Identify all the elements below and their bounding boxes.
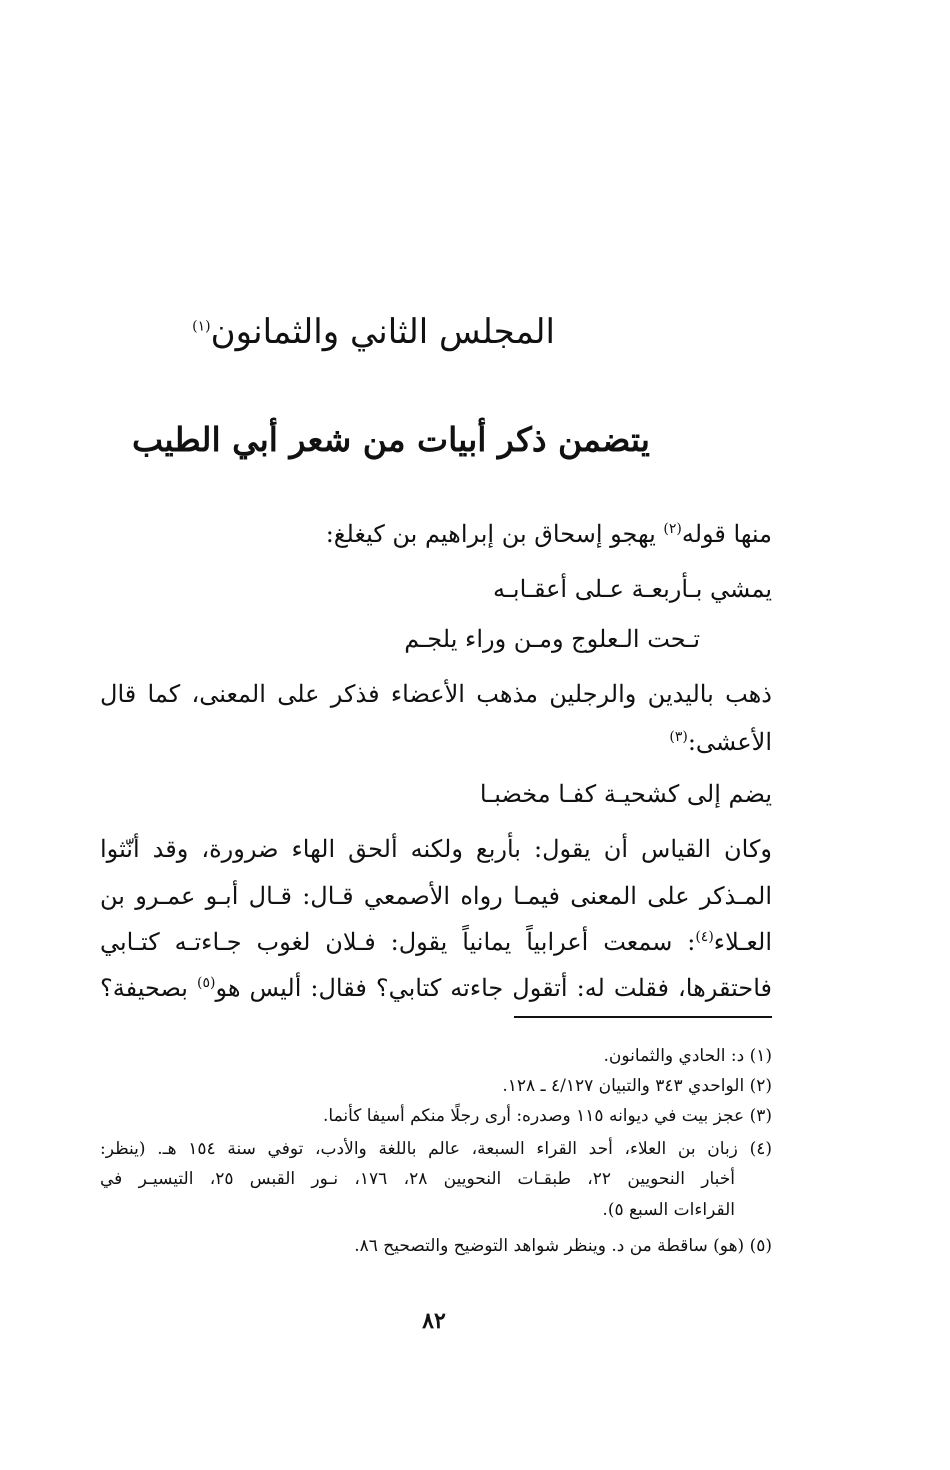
para2-line3-text-a: العـلاء [713,928,772,956]
para2-line1: وكان القياس أن يقول: بأربع ولكنه ألحق الهاء ضرورة، وقد أنّثوا [100,835,772,863]
footnote-ref-4: (٤) [695,929,714,945]
para2-line3-text-b: : سمعت أعرابياً يمانياً يقول: فـلان لغوب جـاءتـه كتـابي [100,928,696,956]
intro-line [326,520,772,548]
footnote-separator [514,1016,772,1018]
footnote-ref-5: (٥) [197,975,216,991]
para2-line4-text-a: فاحتقرها، فقلت له: أتقول جاءته كتابي؟ فقال: أليس هو [215,974,772,1002]
verse2: يضم إلى كشحيـة كفـا مخضبـا [479,780,772,808]
para2-line3 [100,928,772,956]
para1-line2-text: الأعشى: [687,728,772,756]
footnote-5: (٥) (هو) ساقطة من د. وينظر شواهد التوضيح والتصحيح ٨٦. [354,1236,772,1256]
footnote-4-line1: (٤) زبان بن العلاء، أحد القراء السبعة، عالم باللغة والأدب، توفي سنة ١٥٤ هـ. (ينظر: [100,1139,773,1159]
intro-text-a: منها قوله [681,520,772,548]
footnote-1: (١) د: الحادي والثمانون. [603,1046,772,1066]
para2-line2: المـذكر على المعنى فيمـا رواه الأصمعي قـال: قـال أبـو عمـرو بن [100,882,772,910]
footnote-3: (٣) عجز بيت في ديوانه ١١٥ وصدره: أرى رجلًا منكم أسيفا كأنما. [322,1106,772,1126]
chapter-title-text: المجلس الثاني والثمانون [210,312,555,352]
verse1-second-hemistich: تـحت الـعلوج ومـن وراء يلجـم [404,625,700,653]
chapter-subtitle: يتضمن ذكر أبيات من شعر أبي الطيب [131,420,650,459]
footnote-ref-1: (١) [192,318,211,335]
footnote-ref-3: (٣) [669,729,688,745]
para2-line4 [100,974,772,1002]
para1-line1: ذهب باليدين والرجلين مذهب الأعضاء فذكر على المعنى، كما قال [100,680,772,708]
footnote-2: (٢) الواحدي ٣٤٣ والتبيان ٤/١٢٧ ـ ١٢٨. [502,1076,772,1096]
intro-text-b: يهجو إسحاق بن إبراهيم بن كيغلغ: [325,520,664,548]
footnote-ref-2: (٢) [663,521,682,537]
para1-line2 [669,728,772,756]
para2-line4-text-b: بصحيفة؟ [100,974,197,1002]
footnote-4-line2: أخبار النحويين ٢٢، طبقـات النحويين ٢٨، ١٧٦، نـور القبس ٢٥، التيسيـر في [100,1169,735,1189]
chapter-title [192,312,555,352]
page-number: ٨٢ [422,1308,446,1334]
verse1-first-hemistich: يمشي بـأربعـة عـلى أعقـابـه [493,575,772,603]
footnote-4-line3: القراءات السبع ٥). [602,1200,735,1220]
